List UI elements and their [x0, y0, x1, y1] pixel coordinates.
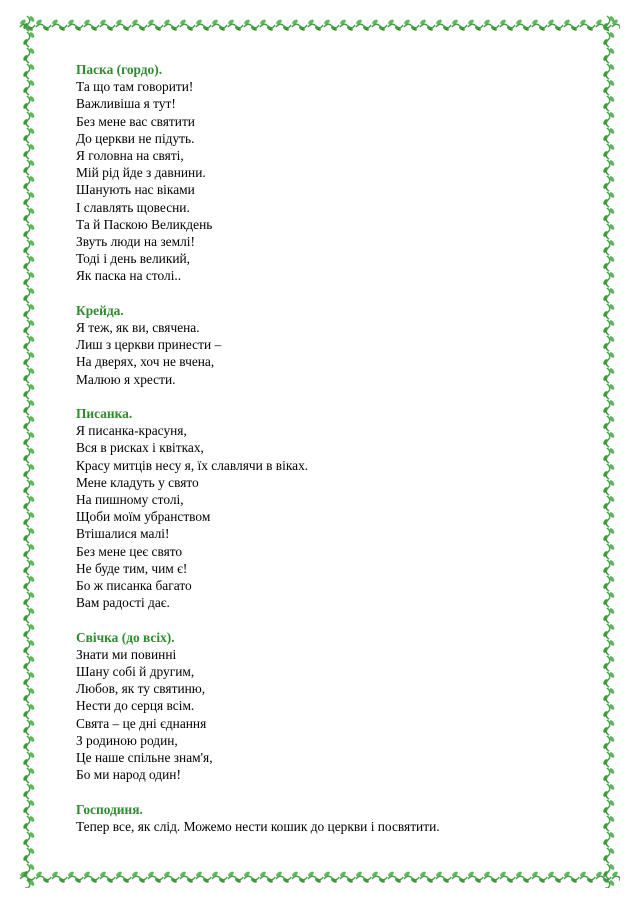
verse-line: Вся в рисках і квітках,: [76, 440, 204, 456]
verse-line: Мій рід йде з давнини.: [76, 165, 206, 181]
section-svichka: [76, 629, 596, 784]
verse-line: Та що там говорити!: [76, 79, 194, 95]
verse-line: Красу митців несу я, їх славлячи в віках.: [76, 457, 309, 473]
verse-line: Мене кладуть у свято: [76, 474, 199, 490]
verse-line: Я писанка-красуня,: [76, 423, 187, 439]
verse-line: Звуть люди на землі!: [76, 234, 195, 250]
speaker-name: Крейда.: [76, 302, 124, 318]
verse-line: Без мене цеє свято: [76, 543, 183, 559]
verse-line: Я головна на святі,: [76, 148, 184, 164]
verse-line: Щоби моїм убранством: [76, 509, 211, 525]
verse-line: З родиною родин,: [76, 732, 178, 748]
poem-document: [76, 61, 596, 852]
verse-line: Нести до серця всім.: [76, 698, 195, 714]
verse-line: І славлять щовесни.: [76, 199, 190, 215]
speaker-name: Паска (гордо).: [76, 62, 163, 77]
verse-line: На дверях, хоч не вчена,: [76, 354, 215, 370]
speaker-name: Писанка.: [76, 406, 133, 422]
speaker-name: Господиня.: [76, 801, 143, 817]
verse-line: Шанують нас віками: [76, 182, 195, 198]
section-paska: [76, 61, 596, 285]
verse-line: Тоді і день великий,: [76, 251, 191, 267]
verse-line: Тепер все, як слід. Можемо нести кошик до церкви і посвятити.: [76, 818, 440, 834]
verse-line: На пишному столі,: [76, 492, 184, 508]
leaf-vine-icon: [18, 866, 620, 888]
verse-line: Бо ми народ один!: [76, 767, 181, 783]
verse-line: Знати ми повинні: [76, 646, 177, 662]
verse-line: Втішалися малі!: [76, 526, 170, 542]
verse-line: Як паска на столі..: [76, 268, 182, 284]
verse-line: До церкви не підуть.: [76, 130, 195, 146]
leaf-vine-icon: [598, 14, 620, 888]
verse-line: Малюю я хрести.: [76, 371, 176, 387]
verse-line: Важливіша я тут!: [76, 96, 176, 112]
verse-line: Свята – це дні єднання: [76, 715, 207, 731]
verse-line: Не буде тим, чим є!: [76, 560, 188, 576]
section-hospodynia: [76, 801, 596, 835]
verse-line: Лиш з церкви принести –: [76, 337, 222, 353]
decorative-border-top: [18, 14, 620, 36]
section-pysanka: [76, 405, 596, 611]
decorative-border-bottom: [18, 866, 620, 888]
speaker-name: Свічка (до всіх).: [76, 629, 175, 645]
decorative-border-right: [598, 14, 620, 888]
decorative-border-left: [18, 14, 40, 888]
leaf-vine-icon: [18, 14, 40, 888]
leaf-vine-icon: [18, 14, 620, 36]
verse-line: Вам радості дає.: [76, 595, 170, 611]
verse-line: Я теж, як ви, свячена.: [76, 320, 200, 336]
verse-line: Шану собі й другим,: [76, 664, 195, 680]
verse-line: Та й Паскою Великдень: [76, 216, 213, 232]
verse-line: Без мене вас святити: [76, 113, 195, 129]
verse-line: Любов, як ту святиню,: [76, 681, 206, 697]
verse-line: Це наше спільне знам'я,: [76, 750, 213, 766]
section-kreyda: [76, 302, 596, 388]
verse-line: Бо ж писанка багато: [76, 578, 192, 594]
